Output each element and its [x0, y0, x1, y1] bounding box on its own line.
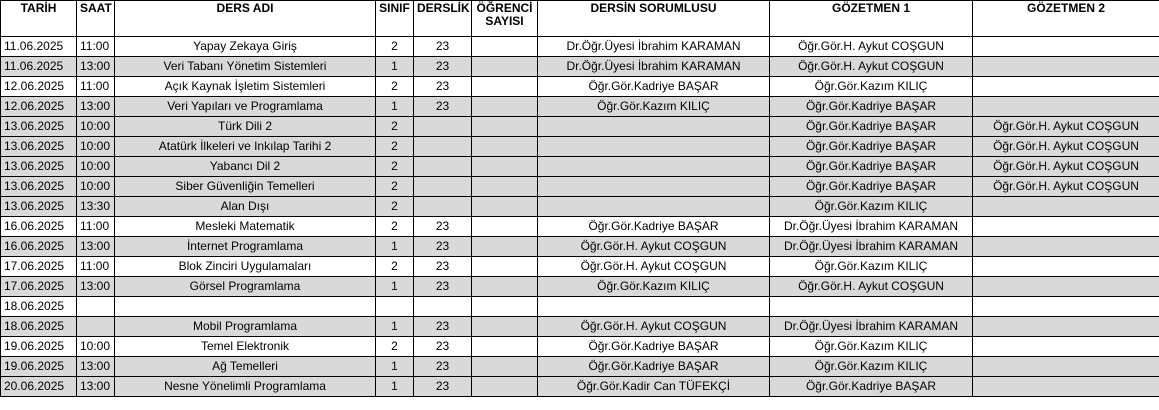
cell-room — [414, 297, 472, 317]
table-row — [1, 377, 1159, 397]
cell-students — [472, 277, 538, 297]
table-row — [1, 177, 1159, 197]
cell-room: 23 — [414, 257, 472, 277]
cell-time: 13:00 — [77, 377, 115, 397]
cell-class: 2 — [376, 337, 414, 357]
cell-proctor1: Öğr.Gör.H. Aykut COŞGUN — [770, 277, 973, 297]
header-students: ÖĞRENCİ SAYISI — [472, 1, 538, 37]
cell-course: Mesleki Matematik — [115, 217, 376, 237]
cell-course — [115, 297, 376, 317]
cell-proctor1: Dr.Öğr.Üyesi İbrahim KARAMAN — [770, 317, 973, 337]
cell-lecturer: Dr.Öğr.Üyesi İbrahim KARAMAN — [538, 57, 770, 77]
cell-proctor1: Öğr.Gör.Kadriye BAŞAR — [770, 157, 973, 177]
cell-proctor1: Öğr.Gör.Kadriye BAŞAR — [770, 97, 973, 117]
cell-class: 1 — [376, 277, 414, 297]
cell-proctor1: Öğr.Gör.Kazım KILIÇ — [770, 337, 973, 357]
cell-course: Görsel Programlama — [115, 277, 376, 297]
cell-course: Mobil Programlama — [115, 317, 376, 337]
cell-class: 2 — [376, 37, 414, 57]
cell-class: 1 — [376, 317, 414, 337]
cell-students — [472, 117, 538, 137]
table-row — [1, 197, 1159, 217]
cell-proctor2 — [973, 277, 1159, 297]
cell-lecturer: Öğr.Gör.Kadriye BAŞAR — [538, 217, 770, 237]
cell-date: 17.06.2025 — [1, 257, 77, 277]
cell-time: 10:00 — [77, 177, 115, 197]
cell-class: 2 — [376, 137, 414, 157]
cell-date: 17.06.2025 — [1, 277, 77, 297]
cell-room — [414, 137, 472, 157]
table-row — [1, 337, 1159, 357]
table-row — [1, 297, 1159, 317]
cell-time: 13:30 — [77, 197, 115, 217]
cell-proctor2: Öğr.Gör.H. Aykut COŞGUN — [973, 157, 1159, 177]
cell-time: 10:00 — [77, 157, 115, 177]
table-row — [1, 37, 1159, 57]
cell-date: 13.06.2025 — [1, 137, 77, 157]
cell-date: 18.06.2025 — [1, 317, 77, 337]
cell-time: 13:00 — [77, 97, 115, 117]
cell-proctor1: Öğr.Gör.Kadriye BAŞAR — [770, 377, 973, 397]
cell-proctor1: Öğr.Gör.Kadriye BAŞAR — [770, 117, 973, 137]
header-time: SAAT — [77, 1, 115, 37]
cell-students — [472, 37, 538, 57]
cell-room — [414, 117, 472, 137]
cell-lecturer: Öğr.Gör.Kazım KILIÇ — [538, 277, 770, 297]
cell-lecturer: Öğr.Gör.Kadriye BAŞAR — [538, 337, 770, 357]
header-lecturer: DERSİN SORUMLUSU — [538, 1, 770, 37]
cell-students — [472, 97, 538, 117]
cell-lecturer — [538, 117, 770, 137]
cell-lecturer — [538, 297, 770, 317]
cell-class: 1 — [376, 357, 414, 377]
cell-proctor1: Öğr.Gör.Kazım KILIÇ — [770, 257, 973, 277]
cell-students — [472, 257, 538, 277]
cell-lecturer: Dr.Öğr.Üyesi İbrahim KARAMAN — [538, 37, 770, 57]
cell-proctor1: Öğr.Gör.Kazım KILIÇ — [770, 77, 973, 97]
cell-time: 13:00 — [77, 277, 115, 297]
header-course: DERS ADI — [115, 1, 376, 37]
cell-date: 20.06.2025 — [1, 377, 77, 397]
cell-proctor2 — [973, 297, 1159, 317]
cell-students — [472, 197, 538, 217]
cell-lecturer: Öğr.Gör.H. Aykut COŞGUN — [538, 317, 770, 337]
cell-proctor1: Öğr.Gör.H. Aykut COŞGUN — [770, 57, 973, 77]
cell-course: Nesne Yönelimli Programlama — [115, 377, 376, 397]
cell-proctor2 — [973, 337, 1159, 357]
cell-class: 2 — [376, 177, 414, 197]
cell-time: 10:00 — [77, 137, 115, 157]
cell-students — [472, 77, 538, 97]
cell-proctor2 — [973, 197, 1159, 217]
cell-students — [472, 317, 538, 337]
cell-proctor1: Öğr.Gör.Kazım KILIÇ — [770, 197, 973, 217]
table-row — [1, 357, 1159, 377]
table-row — [1, 57, 1159, 77]
cell-lecturer — [538, 157, 770, 177]
cell-room: 23 — [414, 337, 472, 357]
cell-date: 13.06.2025 — [1, 197, 77, 217]
cell-proctor2 — [973, 357, 1159, 377]
cell-room: 23 — [414, 97, 472, 117]
cell-course: Temel Elektronik — [115, 337, 376, 357]
cell-proctor2: Öğr.Gör.H. Aykut COŞGUN — [973, 137, 1159, 157]
cell-date: 16.06.2025 — [1, 217, 77, 237]
cell-room: 23 — [414, 357, 472, 377]
cell-date: 16.06.2025 — [1, 237, 77, 257]
cell-room — [414, 177, 472, 197]
cell-proctor2 — [973, 97, 1159, 117]
table-row — [1, 97, 1159, 117]
header-class: SINIF — [376, 1, 414, 37]
cell-lecturer — [538, 177, 770, 197]
cell-class: 1 — [376, 377, 414, 397]
cell-date: 13.06.2025 — [1, 117, 77, 137]
cell-class: 2 — [376, 117, 414, 137]
cell-date: 13.06.2025 — [1, 177, 77, 197]
cell-students — [472, 357, 538, 377]
cell-proctor1: Öğr.Gör.Kazım KILIÇ — [770, 357, 973, 377]
cell-course: Veri Tabanı Yönetim Sistemleri — [115, 57, 376, 77]
header-room: DERSLİK — [414, 1, 472, 37]
cell-course: Açık Kaynak İşletim Sistemleri — [115, 77, 376, 97]
cell-date: 12.06.2025 — [1, 77, 77, 97]
cell-time: 10:00 — [77, 117, 115, 137]
cell-students — [472, 337, 538, 357]
cell-course: Blok Zinciri Uygulamaları — [115, 257, 376, 277]
header-row — [1, 1, 1159, 37]
cell-proctor2: Öğr.Gör.H. Aykut COŞGUN — [973, 177, 1159, 197]
cell-proctor2 — [973, 257, 1159, 277]
cell-time: 11:00 — [77, 37, 115, 57]
cell-time: 13:00 — [77, 357, 115, 377]
cell-class: 2 — [376, 197, 414, 217]
cell-room: 23 — [414, 277, 472, 297]
cell-lecturer: Öğr.Gör.Kadriye BAŞAR — [538, 77, 770, 97]
table-row — [1, 77, 1159, 97]
cell-course: Siber Güvenliğin Temelleri — [115, 177, 376, 197]
cell-proctor2 — [973, 57, 1159, 77]
cell-room — [414, 157, 472, 177]
cell-room — [414, 197, 472, 217]
cell-course: Alan Dışı — [115, 197, 376, 217]
cell-room: 23 — [414, 217, 472, 237]
header-proctor1: GÖZETMEN 1 — [770, 1, 973, 37]
cell-students — [472, 217, 538, 237]
cell-students — [472, 57, 538, 77]
cell-room: 23 — [414, 77, 472, 97]
cell-lecturer: Öğr.Gör.Kadir Can TÜFEKÇİ — [538, 377, 770, 397]
table-row — [1, 217, 1159, 237]
cell-proctor2: Öğr.Gör.H. Aykut COŞGUN — [973, 117, 1159, 137]
cell-lecturer — [538, 197, 770, 217]
cell-class: 2 — [376, 157, 414, 177]
cell-proctor2 — [973, 377, 1159, 397]
cell-time: 11:00 — [77, 217, 115, 237]
cell-course: Ağ Temelleri — [115, 357, 376, 377]
cell-time — [77, 297, 115, 317]
cell-class: 2 — [376, 217, 414, 237]
cell-lecturer: Öğr.Gör.Kazım KILIÇ — [538, 97, 770, 117]
table-row — [1, 117, 1159, 137]
cell-proctor1 — [770, 297, 973, 317]
cell-time: 13:00 — [77, 57, 115, 77]
cell-course: Veri Yapıları ve Programlama — [115, 97, 376, 117]
cell-students — [472, 297, 538, 317]
cell-proctor2 — [973, 237, 1159, 257]
cell-students — [472, 177, 538, 197]
cell-lecturer: Öğr.Gör.H. Aykut COŞGUN — [538, 257, 770, 277]
cell-proctor1: Öğr.Gör.H. Aykut COŞGUN — [770, 37, 973, 57]
cell-time: 13:00 — [77, 237, 115, 257]
cell-students — [472, 377, 538, 397]
cell-proctor2 — [973, 317, 1159, 337]
cell-date: 19.06.2025 — [1, 357, 77, 377]
cell-room: 23 — [414, 237, 472, 257]
cell-course: Atatürk İlkeleri ve Inkılap Tarihi 2 — [115, 137, 376, 157]
cell-date: 18.06.2025 — [1, 297, 77, 317]
cell-class: 1 — [376, 97, 414, 117]
cell-date: 11.06.2025 — [1, 57, 77, 77]
table-row — [1, 317, 1159, 337]
cell-lecturer: Öğr.Gör.Kadriye BAŞAR — [538, 357, 770, 377]
table-row — [1, 137, 1159, 157]
cell-class: 2 — [376, 257, 414, 277]
cell-time: 11:00 — [77, 257, 115, 277]
cell-time: 11:00 — [77, 77, 115, 97]
cell-date: 13.06.2025 — [1, 157, 77, 177]
cell-date: 19.06.2025 — [1, 337, 77, 357]
header-date: TARİH — [1, 1, 77, 37]
cell-class: 1 — [376, 237, 414, 257]
cell-time: 10:00 — [77, 337, 115, 357]
header-proctor2: GÖZETMEN 2 — [973, 1, 1159, 37]
cell-proctor2 — [973, 37, 1159, 57]
cell-proctor2 — [973, 217, 1159, 237]
cell-room: 23 — [414, 377, 472, 397]
cell-class: 1 — [376, 57, 414, 77]
cell-course: İnternet Programlama — [115, 237, 376, 257]
cell-lecturer — [538, 137, 770, 157]
cell-proctor1: Dr.Öğr.Üyesi İbrahim KARAMAN — [770, 237, 973, 257]
cell-room: 23 — [414, 37, 472, 57]
cell-room: 23 — [414, 57, 472, 77]
cell-students — [472, 237, 538, 257]
cell-date: 11.06.2025 — [1, 37, 77, 57]
cell-proctor1: Dr.Öğr.Üyesi İbrahim KARAMAN — [770, 217, 973, 237]
table-row — [1, 157, 1159, 177]
cell-proctor1: Öğr.Gör.Kadriye BAŞAR — [770, 137, 973, 157]
cell-class — [376, 297, 414, 317]
cell-lecturer: Öğr.Gör.H. Aykut COŞGUN — [538, 237, 770, 257]
table-row — [1, 257, 1159, 277]
cell-class: 2 — [376, 77, 414, 97]
cell-course: Yapay Zekaya Giriş — [115, 37, 376, 57]
cell-proctor1: Öğr.Gör.Kadriye BAŞAR — [770, 177, 973, 197]
cell-time — [77, 317, 115, 337]
cell-students — [472, 157, 538, 177]
cell-proctor2 — [973, 77, 1159, 97]
cell-students — [472, 137, 538, 157]
cell-course: Türk Dili 2 — [115, 117, 376, 137]
table-row — [1, 277, 1159, 297]
cell-room: 23 — [414, 317, 472, 337]
table-row — [1, 237, 1159, 257]
cell-date: 12.06.2025 — [1, 97, 77, 117]
cell-course: Yabancı Dil 2 — [115, 157, 376, 177]
